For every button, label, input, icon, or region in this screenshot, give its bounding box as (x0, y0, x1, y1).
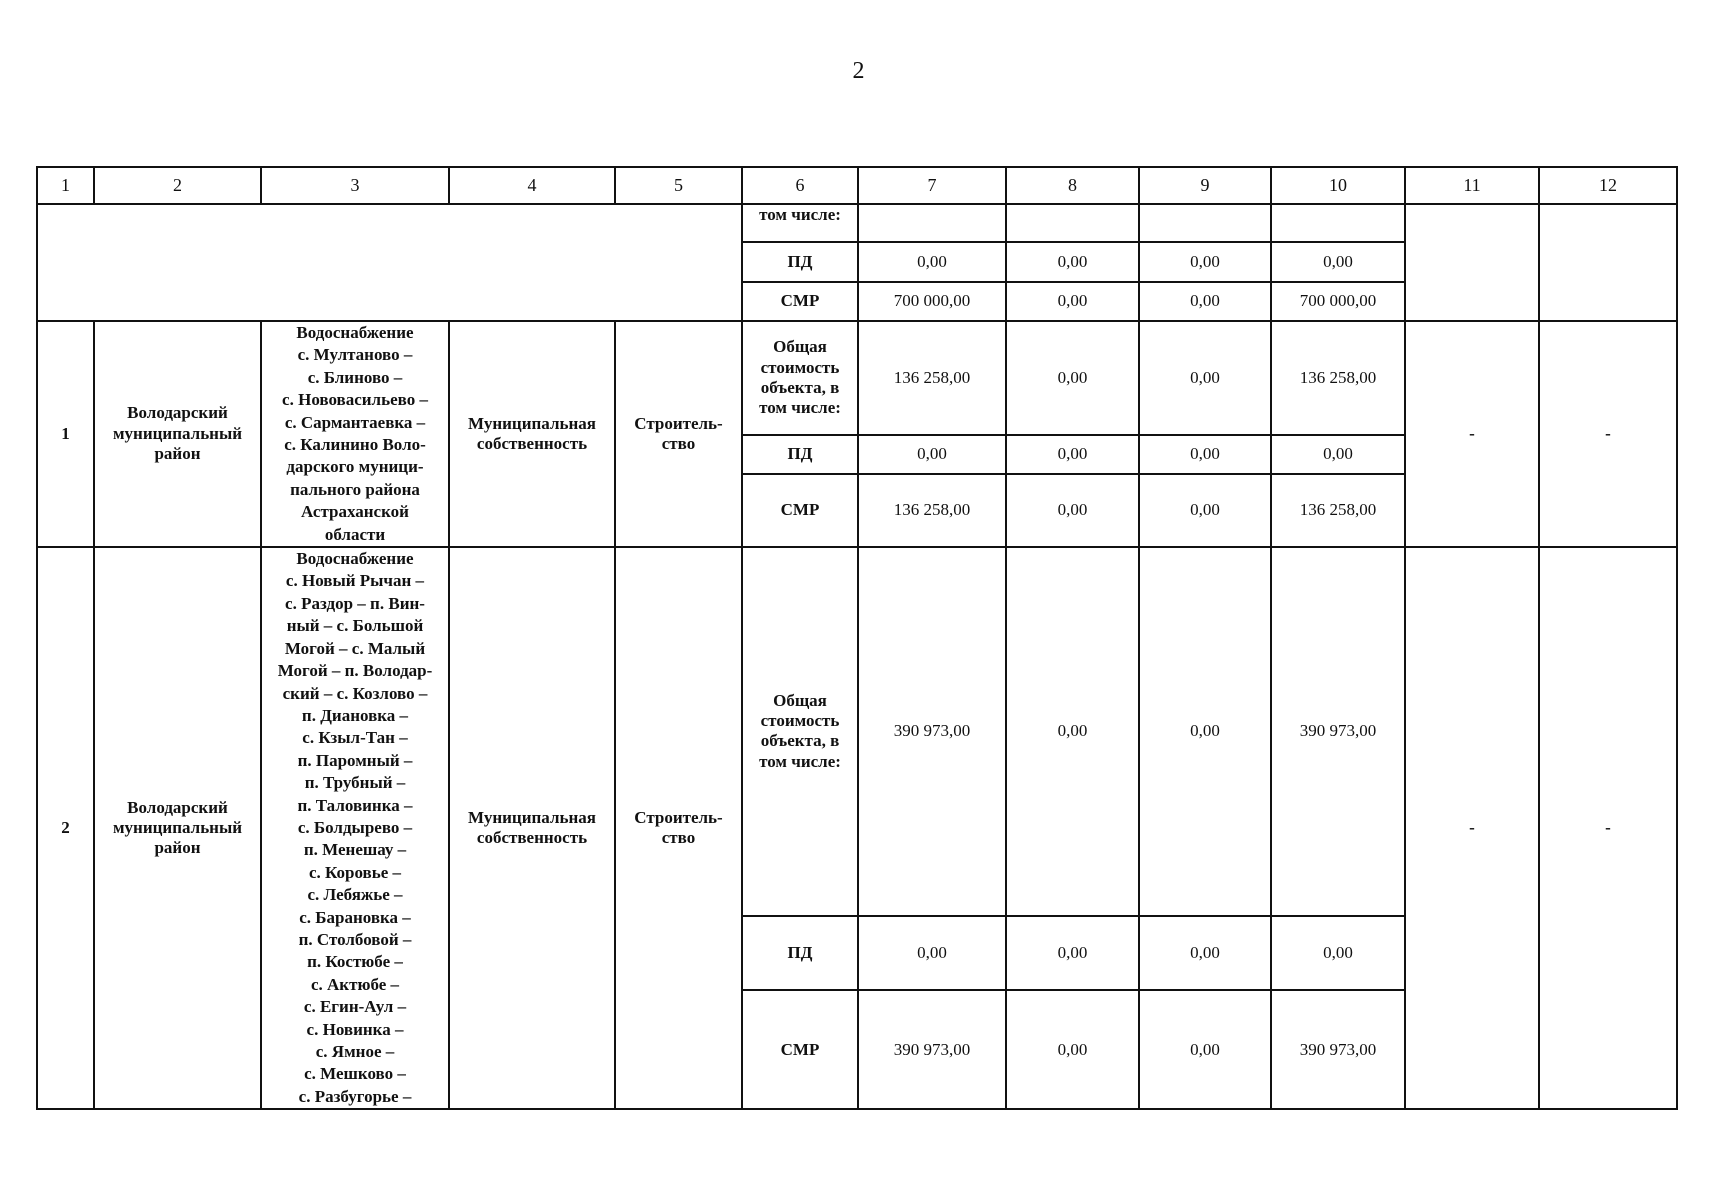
object-name-line: Могой – с. Малый (284, 638, 426, 658)
budget-table (36, 166, 1678, 1110)
carry-over-empty-cell (37, 204, 742, 321)
column-header-6: 6 (742, 167, 858, 204)
table-row (37, 321, 1677, 435)
pd-c9: 0,00 (1139, 435, 1271, 474)
object-name-line: п. Костюбе – (307, 952, 403, 972)
smr-c7: 136 258,00 (858, 474, 1006, 547)
object-name-line: Водоснабжение (296, 323, 414, 342)
carry-over-row-label (37, 204, 1677, 242)
object-name-line: ный – с. Большой (286, 616, 424, 636)
object-name-line: с. Разбугорье – (298, 1086, 412, 1106)
object-name-line: п. Менешау – (303, 840, 407, 860)
ownership-cell: Муниципальная собственность (449, 321, 615, 547)
column-12-cell: - (1539, 547, 1677, 1109)
object-name-line: с. Болдырево – (297, 817, 413, 837)
carry-over-c8-blank (1006, 204, 1139, 242)
column-11-cell: - (1405, 321, 1539, 547)
object-name-line: п. Диановка – (301, 705, 409, 725)
district-cell: Володарский муниципальный район (94, 547, 261, 1109)
object-name-line: с. Блиново – (307, 367, 403, 387)
object-name-line: с. Коровье – (308, 862, 402, 882)
work-type-cell: Строитель-ство (615, 321, 742, 547)
smr-label: СМР (742, 990, 858, 1109)
carry-over-smr-c7: 700 000,00 (858, 282, 1006, 321)
carry-over-c12 (1539, 204, 1677, 321)
object-name-line: с. Мултаново – (297, 345, 413, 365)
table-row (37, 547, 1677, 916)
object-name-line: с. Нововасильево – (282, 390, 428, 410)
column-header-7: 7 (858, 167, 1006, 204)
carry-over-c9-blank (1139, 204, 1271, 242)
carry-over-smr-c10: 700 000,00 (1271, 282, 1405, 321)
carry-over-pd-c10: 0,00 (1271, 242, 1405, 282)
carry-over-c10-blank (1271, 204, 1405, 242)
district-cell: Володарский муниципальный район (94, 321, 261, 547)
column-number-row (37, 167, 1677, 204)
column-header-5: 5 (615, 167, 742, 204)
object-name-line: с. Новинка – (306, 1019, 404, 1039)
total-cost-c9: 0,00 (1139, 321, 1271, 435)
object-name-line: с. Мешково – (304, 1064, 406, 1084)
total-cost-c10: 390 973,00 (1271, 547, 1405, 916)
object-name-line: с. Егин-Аул – (303, 997, 407, 1017)
pd-label: ПД (742, 916, 858, 991)
column-header-1: 1 (37, 167, 94, 204)
column-header-12: 12 (1539, 167, 1677, 204)
object-name-line: с. Актюбе – (310, 974, 400, 994)
smr-c10: 136 258,00 (1271, 474, 1405, 547)
column-11-cell: - (1405, 547, 1539, 1109)
column-12-cell: - (1539, 321, 1677, 547)
object-name-line: п. Столбовой – (298, 929, 412, 949)
object-name-line: с. Калинино Воло- (284, 435, 426, 455)
carry-over-pd-label: ПД (742, 242, 858, 282)
object-name-line: Могой – п. Володар- (277, 661, 433, 681)
total-cost-c8: 0,00 (1006, 547, 1139, 916)
total-cost-label: Общая стоимость объекта, в том числе: (742, 547, 858, 916)
object-name-line: дарского муници- (286, 457, 424, 477)
pd-c7: 0,00 (858, 435, 1006, 474)
smr-c9: 0,00 (1139, 474, 1271, 547)
row-number: 2 (37, 547, 94, 1109)
object-name-line: с. Лебяжье – (307, 885, 403, 905)
carry-over-smr-c8: 0,00 (1006, 282, 1139, 321)
pd-c8: 0,00 (1006, 916, 1139, 991)
pd-c8: 0,00 (1006, 435, 1139, 474)
carry-over-c11 (1405, 204, 1539, 321)
object-name-cell (261, 321, 449, 547)
total-cost-c10: 136 258,00 (1271, 321, 1405, 435)
pd-label: ПД (742, 435, 858, 474)
object-name-line: ский – с. Козлово – (282, 683, 428, 703)
smr-c8: 0,00 (1006, 990, 1139, 1109)
carry-over-pd-c9: 0,00 (1139, 242, 1271, 282)
pd-c10: 0,00 (1271, 916, 1405, 991)
column-header-4: 4 (449, 167, 615, 204)
column-header-11: 11 (1405, 167, 1539, 204)
carry-over-c7-blank (858, 204, 1006, 242)
smr-c8: 0,00 (1006, 474, 1139, 547)
total-cost-label: Общая стоимость объекта, в том числе: (742, 321, 858, 435)
pd-c9: 0,00 (1139, 916, 1271, 991)
object-name-line: с. Кзыл-Тан – (302, 728, 408, 748)
object-name-line: п. Таловинка – (297, 795, 413, 815)
total-cost-c7: 136 258,00 (858, 321, 1006, 435)
carry-over-pd-c7: 0,00 (858, 242, 1006, 282)
smr-c9: 0,00 (1139, 990, 1271, 1109)
column-header-2: 2 (94, 167, 261, 204)
carry-over-label-tail: том числе: (742, 204, 858, 242)
ownership-cell: Муниципальная собственность (449, 547, 615, 1109)
work-type-cell: Строитель-ство (615, 547, 742, 1109)
object-name-line: с. Барановка – (299, 907, 411, 927)
object-name-cell (261, 547, 449, 1109)
object-name-line: области (324, 524, 386, 544)
total-cost-c8: 0,00 (1006, 321, 1139, 435)
object-name-line: с. Новый Рычан – (285, 571, 425, 591)
pd-c7: 0,00 (858, 916, 1006, 991)
object-name-line: с. Раздор – п. Вин- (285, 593, 425, 613)
carry-over-smr-label: СМР (742, 282, 858, 321)
row-number: 1 (37, 321, 94, 547)
column-header-9: 9 (1139, 167, 1271, 204)
object-name-line: пального района (290, 479, 420, 499)
object-name-line: п. Паромный – (297, 750, 413, 770)
total-cost-c7: 390 973,00 (858, 547, 1006, 916)
budget-table-container (36, 166, 1676, 1110)
column-header-8: 8 (1006, 167, 1139, 204)
pd-c10: 0,00 (1271, 435, 1405, 474)
object-name-line: с. Сармантаевка – (284, 412, 426, 432)
smr-c7: 390 973,00 (858, 990, 1006, 1109)
page-number: 2 (852, 58, 865, 84)
total-cost-c9: 0,00 (1139, 547, 1271, 916)
object-name-line: с. Ямное – (315, 1042, 395, 1061)
object-name-line: Водоснабжение (296, 549, 414, 569)
carry-over-pd-c8: 0,00 (1006, 242, 1139, 282)
smr-c10: 390 973,00 (1271, 990, 1405, 1109)
column-header-10: 10 (1271, 167, 1405, 204)
smr-label: СМР (742, 474, 858, 547)
object-name-line: Астраханской (301, 502, 409, 522)
object-name-line: п. Трубный – (304, 773, 406, 793)
carry-over-smr-c9: 0,00 (1139, 282, 1271, 321)
column-header-3: 3 (261, 167, 449, 204)
